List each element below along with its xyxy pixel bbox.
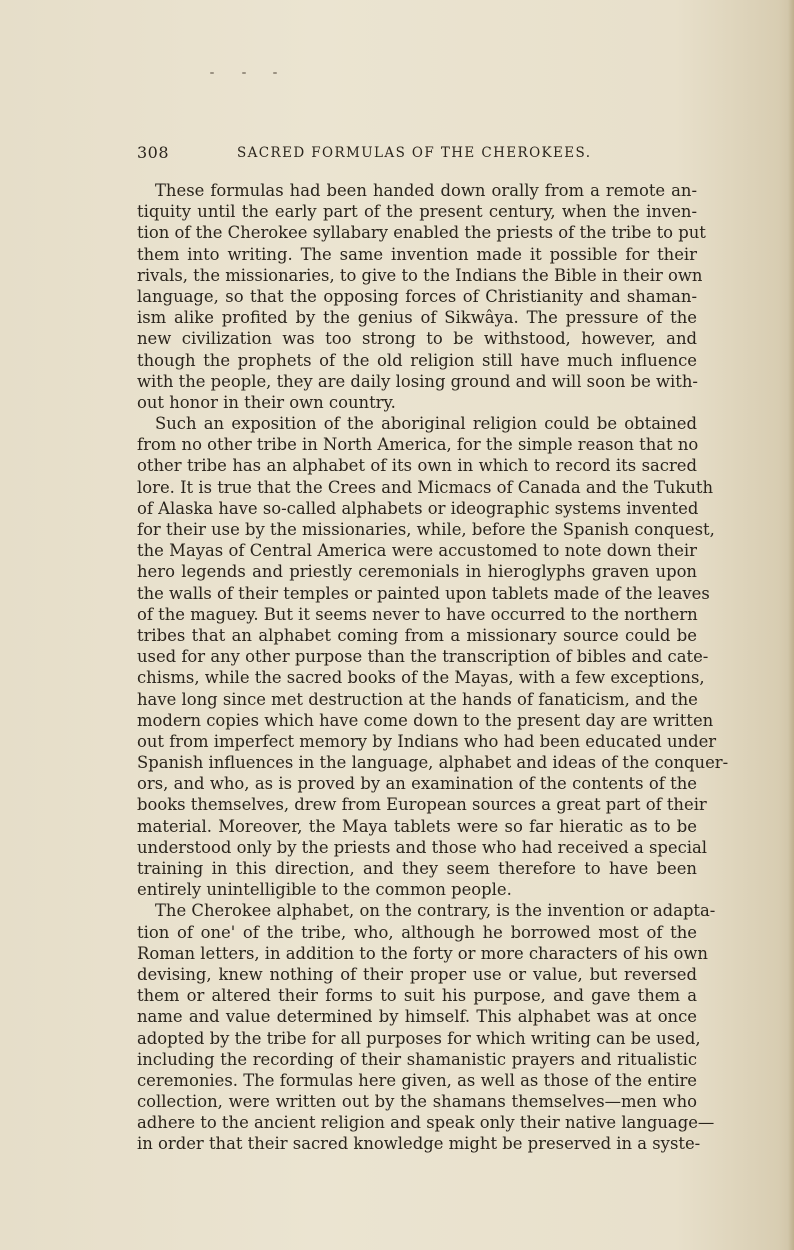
text-line: devising, knew nothing of their proper use or value, but reversed [137, 964, 697, 984]
text-line: tion of one' of the tribe, who, although he borrowed most of the [137, 922, 697, 942]
text-line: The Cherokee alphabet, on the contrary, is the invention or adapta- [155, 901, 716, 921]
text-line: have long since met destruction at the hands of fanaticism, and the [137, 689, 698, 709]
text-line: ors, and who, as is proved by an examination of the contents of the [137, 774, 697, 794]
text-line: modern copies which have come down to the present day are written [137, 710, 714, 730]
text-line: entirely unintelligible to the common people. [137, 880, 512, 900]
text-line: out from imperfect memory by Indians who had been educated under [137, 731, 717, 751]
text-line: These formulas had been handed down orally from a remote an- [155, 181, 697, 200]
text-line: hero legends and priestly ceremonials in hieroglyphs graven upon [137, 562, 697, 582]
text-line: material. Moreover, the Maya tablets were so far hieratic as to be [137, 816, 697, 836]
text-line: of Alaska have so-called alphabets or ideographic systems invented [137, 498, 699, 518]
text-line: from no other tribe in North America, for the simple reason that no [137, 435, 699, 455]
text-line: with the people, they are daily losing ground and will soon be with- [137, 371, 698, 391]
text-line: including the recording of their shamanistic prayers and ritualistic [137, 1049, 697, 1069]
text-line: Roman letters, in addition to the forty or more characters of his own [137, 943, 708, 963]
text-line: them or altered their forms to suit his purpose, and gave them a [137, 986, 697, 1006]
text-line: books themselves, drew from European sources a great part of their [137, 795, 707, 815]
text-line: chisms, while the sacred books of the Mayas, with a few exceptions, [137, 668, 705, 688]
text-line: for their use by the missionaries, while, before the Spanish conquest, [137, 520, 715, 539]
text-line: collection, were written out by the shamans themselves—men who [137, 1092, 697, 1112]
text-line: lore. It is true that the Crees and Micmacs of Canada and the Tukuth [137, 477, 714, 497]
text-line: tiquity until the early part of the present century, when the inven- [137, 202, 697, 222]
text-line: adhere to the ancient religion and speak only their native language— [137, 1113, 715, 1133]
print-specks [210, 70, 300, 76]
text-line: Such an exposition of the aboriginal religion could be obtained [155, 414, 697, 434]
text-line: them into writing. The same invention made it possible for their [137, 244, 697, 264]
speck [273, 72, 277, 74]
text-line: language, so that the opposing forces of Christianity and shaman- [137, 286, 697, 306]
text-line: tribes that an alphabet coming from a missionary source could be [137, 625, 697, 645]
text-line: used for any other purpose than the transcription of bibles and cate- [137, 647, 709, 667]
text-line: Spanish influences in the language, alphabet and ideas of the conquer- [137, 753, 729, 773]
text-line: ism alike profited by the genius of Sikwâya. The pressure of the [137, 308, 697, 328]
body-text [137, 180, 729, 1155]
text-line: though the prophets of the old religion still have much influence [137, 350, 697, 370]
text-line: name and value determined by himself. This alphabet was at once [137, 1007, 697, 1027]
text-line: rivals, the missionaries, to give to the Indians the Bible in their own [137, 265, 703, 285]
text-line: out honor in their own country. [137, 392, 396, 412]
speck [242, 72, 246, 74]
page-number: 308 [137, 143, 170, 162]
text-line: adopted by the tribe for all purposes for which writing can be used, [137, 1028, 701, 1048]
text-line: the Mayas of Central America were accustomed to note down their [137, 541, 697, 561]
text-line: new civilization was too strong to be withstood, however, and [137, 329, 697, 349]
text-line: other tribe has an alphabet of its own in which to record its sacred [137, 456, 697, 476]
text-line: understood only by the priests and those who had received a special [137, 837, 708, 857]
page-header [137, 143, 697, 167]
text-line: in order that their sacred knowledge might be preserved in a syste- [137, 1134, 701, 1154]
text-line: training in this direction, and they seem therefore to have been [137, 859, 697, 878]
text-line: ceremonies. The formulas here given, as well as those of the entire [137, 1070, 697, 1090]
page-edge-shadow [788, 0, 794, 1250]
text-line: of the maguey. But it seems never to have occurred to the northern [137, 604, 698, 624]
text-line: the walls of their temples or painted upon tablets made of the leaves [137, 583, 710, 603]
running-head: SACRED FORMULAS OF THE CHEROKEES. [237, 145, 592, 161]
speck [210, 72, 214, 74]
text-line: tion of the Cherokee syllabary enabled the priests of the tribe to put [137, 223, 706, 243]
